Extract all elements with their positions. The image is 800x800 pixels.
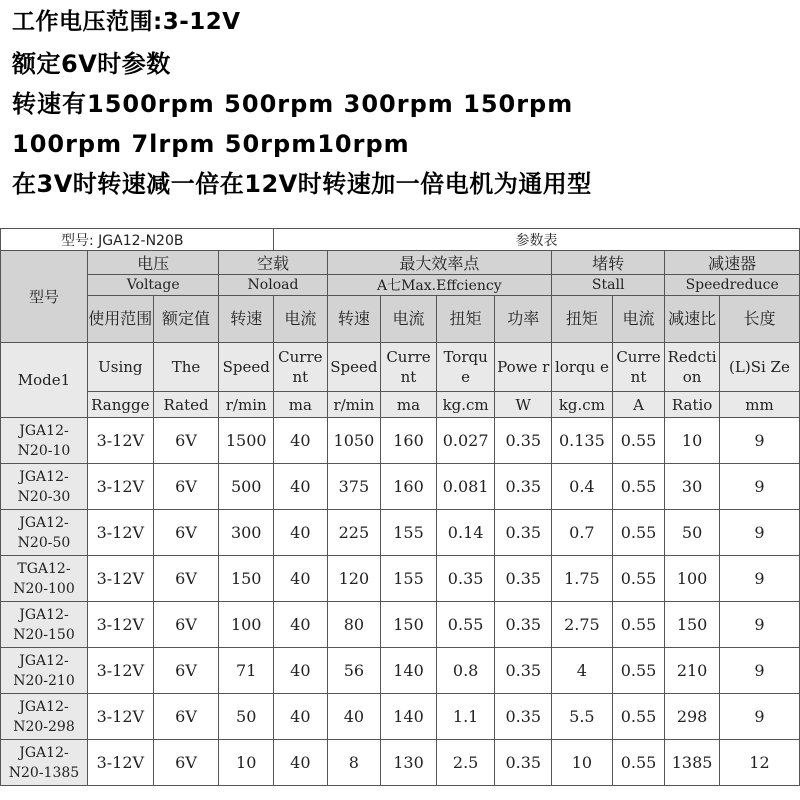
- table-cell: 375: [327, 464, 381, 510]
- table-cell: 9: [719, 556, 799, 602]
- table-cell: 0.35: [495, 556, 552, 602]
- column-header-unit: Rated: [153, 392, 219, 418]
- column-header-cn: 扭矩: [552, 296, 613, 343]
- column-header-cn: 扭矩: [436, 296, 495, 343]
- table-cell: 160: [381, 464, 437, 510]
- table-cell: 0.081: [436, 464, 495, 510]
- table-cell: 3-12V: [87, 556, 153, 602]
- table-row: [1, 648, 800, 694]
- table-cell: 500: [219, 464, 274, 510]
- voltage-group-header-en: Voltage: [87, 275, 218, 296]
- column-header-unit: ma: [274, 392, 328, 418]
- table-cell: 0.55: [612, 464, 665, 510]
- table-cell: 0.027: [436, 418, 495, 464]
- table-cell: 40: [327, 694, 381, 740]
- table-cell: 0.35: [436, 556, 495, 602]
- table-cell: 0.35: [495, 648, 552, 694]
- column-header-unit: kg.cm: [436, 392, 495, 418]
- parameter-table: [0, 228, 800, 786]
- table-row: [1, 556, 800, 602]
- column-header-en: Torqu e: [436, 343, 495, 392]
- table-cell: 120: [327, 556, 381, 602]
- column-header-en: Speed: [327, 343, 381, 392]
- table-cell: 0.35: [495, 694, 552, 740]
- column-header-en: Curre nt: [274, 343, 328, 392]
- model-name-cell: JGA12- N20-50: [1, 510, 88, 556]
- model-column-header-en: Mode1: [1, 343, 88, 418]
- column-header-cn: 电流: [274, 296, 328, 343]
- column-header-en: Curre nt: [612, 343, 665, 392]
- column-header-cn: 电流: [612, 296, 665, 343]
- table-cell: 130: [381, 740, 437, 786]
- model-column-header-cn: 型号: [1, 251, 88, 343]
- table-cell: 10: [665, 418, 720, 464]
- table-cell: 0.55: [436, 602, 495, 648]
- table-cell: 40: [274, 694, 328, 740]
- table-cell: 0.35: [495, 418, 552, 464]
- voltage-group-header: 电压: [87, 251, 218, 275]
- column-header-unit: W: [495, 392, 552, 418]
- table-row: [1, 694, 800, 740]
- table-cell: 9: [719, 694, 799, 740]
- table-cell: 5.5: [552, 694, 613, 740]
- table-cell: 0.55: [612, 418, 665, 464]
- model-name-cell: JGA12- N20-30: [1, 464, 88, 510]
- table-cell: 50: [665, 510, 720, 556]
- table-cell: 0.55: [612, 556, 665, 602]
- table-cell: 0.8: [436, 648, 495, 694]
- table-cell: 6V: [153, 648, 219, 694]
- rated-voltage-line: 额定6V时参数: [12, 50, 171, 78]
- column-header-en: Curre nt: [381, 343, 437, 392]
- column-header-en: lorqu e: [552, 343, 613, 392]
- model-name-cell: JGA12- N20-1385: [1, 740, 88, 786]
- table-row: [1, 740, 800, 786]
- table-cell: 9: [719, 602, 799, 648]
- table-cell: 1500: [219, 418, 274, 464]
- spec-header: [12, 0, 800, 204]
- column-header-en: Speed: [219, 343, 274, 392]
- table-cell: 9: [719, 648, 799, 694]
- table-cell: 2.75: [552, 602, 613, 648]
- reducer-group-header-en: Speedreduce: [665, 275, 800, 296]
- model-name-cell: JGA12- N20-150: [1, 602, 88, 648]
- table-cell: 40: [274, 418, 328, 464]
- table-cell: 225: [327, 510, 381, 556]
- table-cell: 6V: [153, 740, 219, 786]
- table-cell: 9: [719, 464, 799, 510]
- table-cell: 0.55: [612, 740, 665, 786]
- column-header-unit: mm: [719, 392, 799, 418]
- voltage-range-line: 工作电压范围:3-12V: [12, 9, 241, 35]
- table-cell: 0.7: [552, 510, 613, 556]
- table-cell: 0.55: [612, 694, 665, 740]
- column-header-unit: r/min: [327, 392, 381, 418]
- table-cell: 71: [219, 648, 274, 694]
- table-cell: 6V: [153, 602, 219, 648]
- table-cell: 1385: [665, 740, 720, 786]
- column-header-unit: A: [612, 392, 665, 418]
- table-cell: 0.55: [612, 602, 665, 648]
- table-cell: 6V: [153, 464, 219, 510]
- table-cell: 30: [665, 464, 720, 510]
- table-cell: 6V: [153, 556, 219, 602]
- table-cell: 3-12V: [87, 740, 153, 786]
- max-efficiency-group-header: 最大效率点: [327, 251, 551, 275]
- voltage-note-line: 在3V时转速减一倍在12V时转速加一倍电机为通用型: [12, 170, 592, 198]
- table-cell: 1050: [327, 418, 381, 464]
- noload-group-header: 空载: [219, 251, 327, 275]
- column-header-cn: 长度: [719, 296, 799, 343]
- table-cell: 140: [381, 648, 437, 694]
- max-efficiency-group-header-en: A七Max.Effciency: [327, 275, 551, 296]
- table-cell: 3-12V: [87, 602, 153, 648]
- column-header-en: (L)Si Ze: [719, 343, 799, 392]
- column-header-en: Powe r: [495, 343, 552, 392]
- table-cell: 0.135: [552, 418, 613, 464]
- table-cell: 40: [274, 510, 328, 556]
- column-header-cn: 额定值: [153, 296, 219, 343]
- table-cell: 1.75: [552, 556, 613, 602]
- noload-group-header-en: Noload: [219, 275, 327, 296]
- table-cell: 3-12V: [87, 510, 153, 556]
- table-cell: 40: [274, 464, 328, 510]
- column-header-cn: 减速比: [665, 296, 720, 343]
- table-cell: 6V: [153, 694, 219, 740]
- table-cell: 9: [719, 418, 799, 464]
- column-header-en: Using: [87, 343, 153, 392]
- table-cell: 298: [665, 694, 720, 740]
- column-header-cn: 功率: [495, 296, 552, 343]
- table-cell: 140: [381, 694, 437, 740]
- table-cell: 0.55: [612, 648, 665, 694]
- table-row: [1, 418, 800, 464]
- column-header-unit: ma: [381, 392, 437, 418]
- model-name-cell: TGA12- N20-100: [1, 556, 88, 602]
- table-cell: 210: [665, 648, 720, 694]
- column-header-unit: Rangge: [87, 392, 153, 418]
- column-header-en: The: [153, 343, 219, 392]
- table-cell: 155: [381, 510, 437, 556]
- table-cell: 50: [219, 694, 274, 740]
- model-name-cell: JGA12- N20-298: [1, 694, 88, 740]
- table-cell: 40: [274, 740, 328, 786]
- table-cell: 0.35: [495, 740, 552, 786]
- table-cell: 4: [552, 648, 613, 694]
- table-cell: 150: [381, 602, 437, 648]
- table-cell: 40: [274, 556, 328, 602]
- table-cell: 100: [665, 556, 720, 602]
- table-row: [1, 510, 800, 556]
- table-cell: 12: [719, 740, 799, 786]
- column-header-cn: 转速: [327, 296, 381, 343]
- table-cell: 0.4: [552, 464, 613, 510]
- table-row: [1, 464, 800, 510]
- table-cell: 80: [327, 602, 381, 648]
- table-cell: 40: [274, 648, 328, 694]
- table-cell: 56: [327, 648, 381, 694]
- table-cell: 6V: [153, 418, 219, 464]
- table-cell: 3-12V: [87, 694, 153, 740]
- table-cell: 0.14: [436, 510, 495, 556]
- column-header-cn: 电流: [381, 296, 437, 343]
- column-header-en: Redcti on: [665, 343, 720, 392]
- speed-options-line-1: 转速有1500rpm 500rpm 300rpm 150rpm: [12, 90, 574, 118]
- table-cell: 150: [219, 556, 274, 602]
- table-cell: 1.1: [436, 694, 495, 740]
- column-header-unit: kg.cm: [552, 392, 613, 418]
- table-cell: 9: [719, 510, 799, 556]
- table-cell: 0.35: [495, 510, 552, 556]
- table-cell: 3-12V: [87, 418, 153, 464]
- column-header-unit: r/min: [219, 392, 274, 418]
- table-cell: 40: [274, 602, 328, 648]
- table-cell: 3-12V: [87, 648, 153, 694]
- table-cell: 10: [219, 740, 274, 786]
- table-cell: 3-12V: [87, 464, 153, 510]
- table-cell: 0.35: [495, 464, 552, 510]
- table-cell: 0.55: [612, 510, 665, 556]
- table-cell: 6V: [153, 510, 219, 556]
- table-cell: 150: [665, 602, 720, 648]
- column-header-cn: 转速: [219, 296, 274, 343]
- reducer-group-header: 减速器: [665, 251, 800, 275]
- table-cell: 100: [219, 602, 274, 648]
- model-name-cell: JGA12- N20-10: [1, 418, 88, 464]
- speed-options-line-2: 100rpm 7lrpm 50rpm10rpm: [12, 130, 410, 158]
- stall-group-header: 堵转: [552, 251, 665, 275]
- table-cell: 155: [381, 556, 437, 602]
- table-cell: 8: [327, 740, 381, 786]
- table-cell: 300: [219, 510, 274, 556]
- table-row: [1, 602, 800, 648]
- column-header-unit: Ratio: [665, 392, 720, 418]
- model-number-label: 型号: JGA12-N20B: [1, 229, 274, 251]
- table-cell: 0.35: [495, 602, 552, 648]
- parameter-table-title: 参数表: [274, 229, 800, 251]
- table-cell: 160: [381, 418, 437, 464]
- stall-group-header-en: Stall: [552, 275, 665, 296]
- table-cell: 2.5: [436, 740, 495, 786]
- column-header-cn: 使用范围: [87, 296, 153, 343]
- model-name-cell: JGA12- N20-210: [1, 648, 88, 694]
- table-cell: 10: [552, 740, 613, 786]
